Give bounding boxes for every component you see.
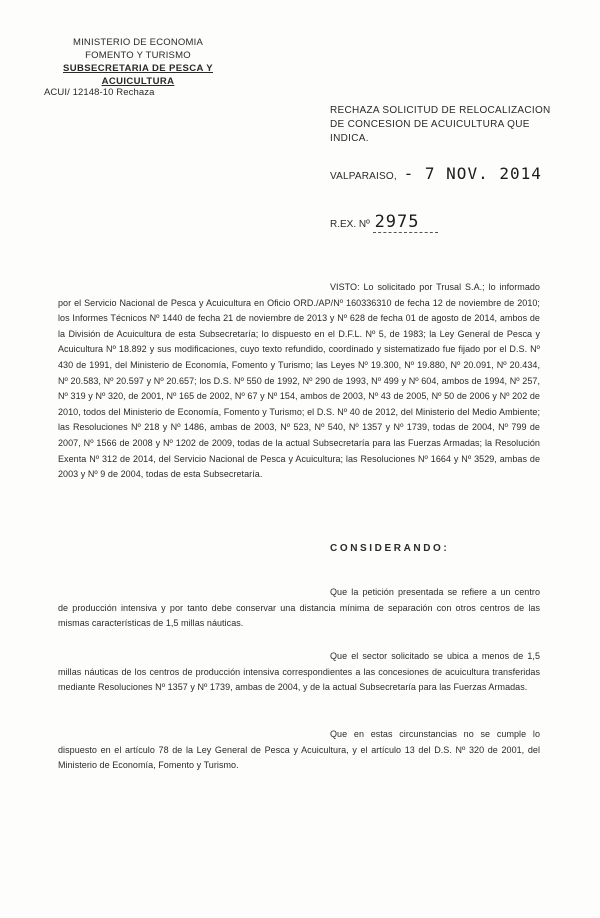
considerando-paragraph-2 xyxy=(58,649,540,696)
place-label: VALPARAISO, xyxy=(330,171,397,182)
considerando-text-3: Que en estas circunstancias no se cumple lo dispuesto en el artículo 78 de la Ley General de Pesca y Acuicultura, y el artículo 13 del D.S. Nº 320 de 2001, del Ministerio de Economía, Fomento y Turismo. xyxy=(58,729,540,771)
reference-code: ACUI/ 12148-10 Rechaza xyxy=(44,87,155,98)
considerando-text-1: Que la petición presentada se refiere a un centro de producción intensiva y por tanto debe conservar una distancia mínima de separación con otros centros de las mismas características de 1,5 millas náuticas. xyxy=(58,587,540,629)
ministry-name: MINISTERIO DE ECONOMIA xyxy=(72,37,204,48)
considerando-heading: CONSIDERANDO: xyxy=(330,543,450,554)
rex-label: R.EX. Nº xyxy=(330,219,370,230)
resolution-number xyxy=(330,212,438,232)
ministry-name-continued: FOMENTO Y TURISMO xyxy=(85,50,191,61)
date-stamp: - 7 NOV. 2014 xyxy=(403,164,542,183)
visto-paragraph xyxy=(58,280,540,483)
place-and-date xyxy=(330,164,542,183)
letterhead xyxy=(28,36,248,88)
resolution-subject: RECHAZA SOLICITUD DE RELOCALIZACION DE CONCESION DE ACUICULTURA QUE INDICA. xyxy=(330,105,551,144)
subsecretaria-name: SUBSECRETARIA DE PESCA Y ACUICULTURA xyxy=(62,63,213,87)
considerando-paragraph-3 xyxy=(58,727,540,774)
considerando-text-2: Que el sector solicitado se ubica a menos de 1,5 millas náuticas de los centros de producción intensiva correspondientes a las concesiones de acuicultura transferidas mediante Resoluciones Nº 1357 y Nº 1739, ambas de 2004, y de la actual Subsecretaría para las Fuerzas Armadas. xyxy=(58,651,540,693)
visto-text: VISTO: Lo solicitado por Trusal S.A.; lo informado por el Servicio Nacional de Pesca y Acuicultura en Oficio ORD./AP/Nº 160336310 de fecha 12 de noviembre de 2010; los Informes Técnicos Nº 1440 de fecha 21 de noviembre de 2013 y Nº 628 de fecha 01 de agosto de 2014, ambos de la División de Acuicultura de esta Subsecretaría; lo dispuesto en el D.F.L. Nº 5, de 1983; la Ley General de Pesca y Acuicultura Nº 18.892 y sus modificaciones, cuyo texto refundido, coordinado y sistematizado fue fijado por el D.S. Nº 430 de 1991, del Ministerio de Economía, Fomento y Turismo; las Leyes Nº 19.300, Nº 19.880, Nº 20.091, Nº 20.434, Nº 20.583, Nº 20.597 y Nº 20.657; los D.S. Nº 550 de 1992, Nº 290 de 1993, Nº 499 y Nº 604, ambos de 1994, Nº 257, Nº 319 y Nº 320, de 2001, Nº 165 de 2002, Nº 67 y Nº 154, ambos de 2003, Nº 43 de 2005, Nº 50 de 2006 y Nº 202 de 2010, todos del Ministerio de Economía, Fomento y Turismo; el D.S. Nº 40 de 2012, del Ministerio del Medio Ambiente; las Resoluciones Nº 218 y Nº 1486, ambas de 2003, Nº 523, Nº 540, Nº 1357 y Nº 1739, todas de 2004, Nº 799 de 2007, Nº 1566 de 2008 y Nº 1202 de 2009, todas de la actual Subsecretaría para las Fuerzas Armadas; la Resolución Exenta Nº 312 de 2014, del Servicio Nacional de Pesca y Acuicultura; las Resoluciones Nº 1664 y Nº 3529, ambas de 2003 y Nº 9 de 2004, todas de esta Subsecretaría. xyxy=(58,282,540,480)
rex-number: 2975 xyxy=(373,212,438,233)
considerando-paragraph-1 xyxy=(58,585,540,632)
